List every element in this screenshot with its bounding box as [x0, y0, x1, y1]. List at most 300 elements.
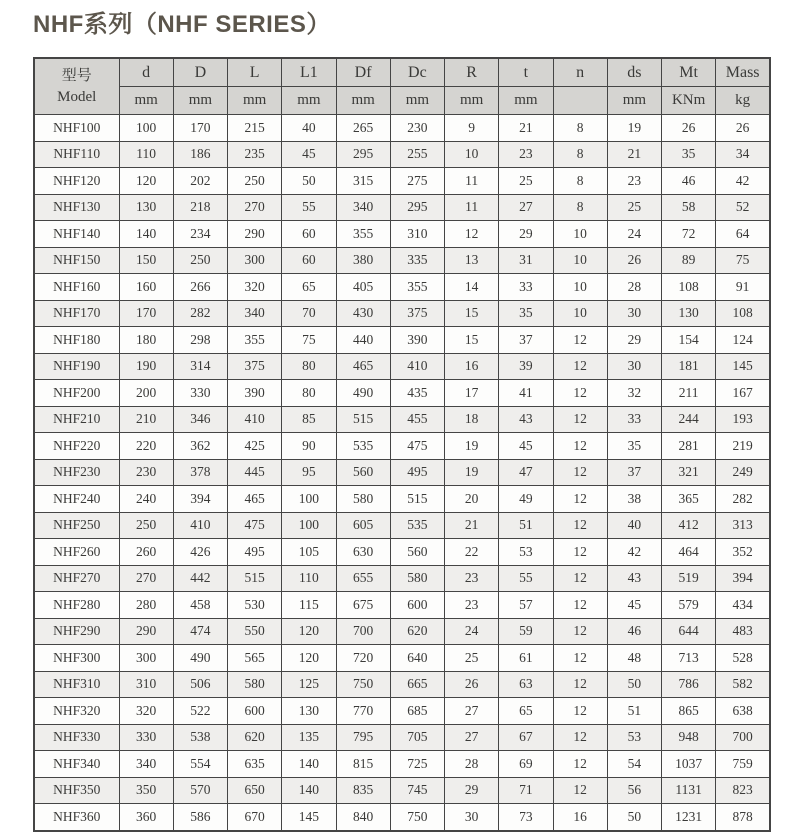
value-cell: 67: [499, 724, 553, 751]
value-cell: 635: [228, 751, 282, 778]
value-cell: 40: [607, 512, 661, 539]
value-cell: 745: [390, 777, 444, 804]
value-cell: 13: [445, 247, 499, 274]
value-cell: 23: [445, 592, 499, 619]
value-cell: 50: [282, 168, 336, 195]
model-cell: NHF320: [34, 698, 119, 725]
value-cell: 250: [119, 512, 173, 539]
value-cell: 12: [445, 221, 499, 248]
value-cell: 350: [119, 777, 173, 804]
value-cell: 630: [336, 539, 390, 566]
column-unit-r: mm: [445, 87, 499, 115]
value-cell: 375: [228, 353, 282, 380]
value-cell: 95: [282, 459, 336, 486]
value-cell: 8: [553, 141, 607, 168]
model-cell: NHF150: [34, 247, 119, 274]
table-row: [34, 380, 770, 407]
column-header-n: n: [553, 58, 607, 87]
model-cell: NHF250: [34, 512, 119, 539]
value-cell: 12: [553, 512, 607, 539]
value-cell: 33: [607, 406, 661, 433]
column-unit-ds: mm: [607, 87, 661, 115]
value-cell: 64: [716, 221, 770, 248]
value-cell: 18: [445, 406, 499, 433]
value-cell: 12: [553, 592, 607, 619]
value-cell: 181: [662, 353, 716, 380]
value-cell: 21: [445, 512, 499, 539]
table-row: [34, 751, 770, 778]
value-cell: 465: [336, 353, 390, 380]
value-cell: 298: [173, 327, 227, 354]
value-cell: 25: [607, 194, 661, 221]
value-cell: 215: [228, 115, 282, 142]
value-cell: 211: [662, 380, 716, 407]
value-cell: 1231: [662, 804, 716, 831]
value-cell: 352: [716, 539, 770, 566]
value-cell: 720: [336, 645, 390, 672]
value-cell: 42: [607, 539, 661, 566]
model-cell: NHF300: [34, 645, 119, 672]
value-cell: 340: [228, 300, 282, 327]
value-cell: 150: [119, 247, 173, 274]
value-cell: 12: [553, 565, 607, 592]
column-unit-mt: KNm: [662, 87, 716, 115]
value-cell: 440: [336, 327, 390, 354]
table-row: [34, 671, 770, 698]
value-cell: 230: [390, 115, 444, 142]
value-cell: 25: [499, 168, 553, 195]
value-cell: 12: [553, 671, 607, 698]
value-cell: 10: [445, 141, 499, 168]
value-cell: 29: [499, 221, 553, 248]
value-cell: 15: [445, 327, 499, 354]
column-unit-d: mm: [173, 87, 227, 115]
column-unit-d: mm: [119, 87, 173, 115]
value-cell: 31: [499, 247, 553, 274]
value-cell: 620: [390, 618, 444, 645]
model-cell: NHF240: [34, 486, 119, 513]
value-cell: 105: [282, 539, 336, 566]
value-cell: 120: [119, 168, 173, 195]
value-cell: 14: [445, 274, 499, 301]
value-cell: 670: [228, 804, 282, 831]
value-cell: 43: [607, 565, 661, 592]
value-cell: 815: [336, 751, 390, 778]
table-row: [34, 327, 770, 354]
value-cell: 528: [716, 645, 770, 672]
value-cell: 464: [662, 539, 716, 566]
value-cell: 130: [662, 300, 716, 327]
value-cell: 10: [553, 221, 607, 248]
value-cell: 19: [445, 459, 499, 486]
value-cell: 490: [336, 380, 390, 407]
value-cell: 770: [336, 698, 390, 725]
value-cell: 16: [553, 804, 607, 831]
value-cell: 445: [228, 459, 282, 486]
value-cell: 475: [390, 433, 444, 460]
table-row: [34, 539, 770, 566]
value-cell: 37: [607, 459, 661, 486]
value-cell: 51: [607, 698, 661, 725]
model-label-cn: 型号: [61, 68, 92, 85]
value-cell: 538: [173, 724, 227, 751]
value-cell: 26: [662, 115, 716, 142]
value-cell: 186: [173, 141, 227, 168]
value-cell: 640: [390, 645, 444, 672]
column-unit-dc: mm: [390, 87, 444, 115]
value-cell: 60: [282, 221, 336, 248]
value-cell: 46: [607, 618, 661, 645]
value-cell: 170: [119, 300, 173, 327]
value-cell: 200: [119, 380, 173, 407]
value-cell: 218: [173, 194, 227, 221]
model-cell: NHF280: [34, 592, 119, 619]
column-header-t: t: [499, 58, 553, 87]
column-unit-l1: mm: [282, 87, 336, 115]
value-cell: 515: [390, 486, 444, 513]
value-cell: 600: [390, 592, 444, 619]
value-cell: 260: [119, 539, 173, 566]
value-cell: 840: [336, 804, 390, 831]
value-cell: 190: [119, 353, 173, 380]
value-cell: 355: [336, 221, 390, 248]
value-cell: 685: [390, 698, 444, 725]
model-cell: NHF120: [34, 168, 119, 195]
column-header-ds: ds: [607, 58, 661, 87]
value-cell: 390: [390, 327, 444, 354]
column-header-dc: Dc: [390, 58, 444, 87]
value-cell: 579: [662, 592, 716, 619]
value-cell: 426: [173, 539, 227, 566]
value-cell: 12: [553, 353, 607, 380]
value-cell: 90: [282, 433, 336, 460]
value-cell: 565: [228, 645, 282, 672]
value-cell: 650: [228, 777, 282, 804]
value-cell: 375: [390, 300, 444, 327]
value-cell: 554: [173, 751, 227, 778]
value-cell: 394: [173, 486, 227, 513]
value-cell: 412: [662, 512, 716, 539]
column-unit-t: mm: [499, 87, 553, 115]
model-cell: NHF340: [34, 751, 119, 778]
column-header-mass: Mass: [716, 58, 770, 87]
model-cell: NHF310: [34, 671, 119, 698]
value-cell: 12: [553, 380, 607, 407]
value-cell: 586: [173, 804, 227, 831]
value-cell: 244: [662, 406, 716, 433]
value-cell: 39: [499, 353, 553, 380]
value-cell: 281: [662, 433, 716, 460]
value-cell: 12: [553, 433, 607, 460]
value-cell: 282: [716, 486, 770, 513]
value-cell: 250: [228, 168, 282, 195]
table-row: [34, 141, 770, 168]
value-cell: 10: [553, 274, 607, 301]
value-cell: 70: [282, 300, 336, 327]
table-row: [34, 247, 770, 274]
value-cell: 154: [662, 327, 716, 354]
value-cell: 310: [390, 221, 444, 248]
value-cell: 49: [499, 486, 553, 513]
value-cell: 483: [716, 618, 770, 645]
value-cell: 250: [173, 247, 227, 274]
value-cell: 23: [499, 141, 553, 168]
value-cell: 45: [499, 433, 553, 460]
value-cell: 108: [662, 274, 716, 301]
value-cell: 346: [173, 406, 227, 433]
value-cell: 28: [445, 751, 499, 778]
value-cell: 12: [553, 327, 607, 354]
value-cell: 644: [662, 618, 716, 645]
value-cell: 28: [607, 274, 661, 301]
value-cell: 47: [499, 459, 553, 486]
value-cell: 140: [119, 221, 173, 248]
value-cell: 335: [390, 247, 444, 274]
value-cell: 560: [336, 459, 390, 486]
value-cell: 315: [336, 168, 390, 195]
value-cell: 12: [553, 539, 607, 566]
table-row: [34, 804, 770, 831]
value-cell: 795: [336, 724, 390, 751]
value-cell: 25: [445, 645, 499, 672]
table-row: [34, 300, 770, 327]
value-cell: 313: [716, 512, 770, 539]
value-cell: 330: [119, 724, 173, 751]
value-cell: 12: [553, 777, 607, 804]
value-cell: 506: [173, 671, 227, 698]
value-cell: 270: [228, 194, 282, 221]
value-cell: 110: [119, 141, 173, 168]
table-row: [34, 274, 770, 301]
value-cell: 71: [499, 777, 553, 804]
value-cell: 35: [662, 141, 716, 168]
value-cell: 124: [716, 327, 770, 354]
value-cell: 295: [390, 194, 444, 221]
value-cell: 638: [716, 698, 770, 725]
table-row: [34, 698, 770, 725]
column-unit-l: mm: [228, 87, 282, 115]
value-cell: 43: [499, 406, 553, 433]
value-cell: 249: [716, 459, 770, 486]
value-cell: 519: [662, 565, 716, 592]
value-cell: 725: [390, 751, 444, 778]
value-cell: 120: [282, 618, 336, 645]
value-cell: 865: [662, 698, 716, 725]
value-cell: 290: [119, 618, 173, 645]
table-row: [34, 115, 770, 142]
value-cell: 50: [607, 671, 661, 698]
column-header-l: L: [228, 58, 282, 87]
value-cell: 19: [607, 115, 661, 142]
value-cell: 27: [499, 194, 553, 221]
value-cell: 48: [607, 645, 661, 672]
column-header-model: [34, 58, 119, 115]
model-cell: NHF130: [34, 194, 119, 221]
value-cell: 9: [445, 115, 499, 142]
value-cell: 46: [662, 168, 716, 195]
value-cell: 61: [499, 645, 553, 672]
value-cell: 52: [716, 194, 770, 221]
value-cell: 255: [390, 141, 444, 168]
value-cell: 675: [336, 592, 390, 619]
value-cell: 230: [119, 459, 173, 486]
value-cell: 202: [173, 168, 227, 195]
value-cell: 35: [607, 433, 661, 460]
value-cell: 948: [662, 724, 716, 751]
value-cell: 50: [607, 804, 661, 831]
table-row: [34, 194, 770, 221]
value-cell: 26: [716, 115, 770, 142]
value-cell: 515: [336, 406, 390, 433]
value-cell: 580: [228, 671, 282, 698]
value-cell: 30: [607, 353, 661, 380]
value-cell: 100: [282, 486, 336, 513]
value-cell: 665: [390, 671, 444, 698]
table-row: [34, 724, 770, 751]
value-cell: 108: [716, 300, 770, 327]
value-cell: 442: [173, 565, 227, 592]
value-cell: 700: [716, 724, 770, 751]
value-cell: 219: [716, 433, 770, 460]
value-cell: 300: [119, 645, 173, 672]
value-cell: 12: [553, 645, 607, 672]
value-cell: 20: [445, 486, 499, 513]
model-cell: NHF200: [34, 380, 119, 407]
value-cell: 535: [336, 433, 390, 460]
value-cell: 65: [499, 698, 553, 725]
value-cell: 60: [282, 247, 336, 274]
value-cell: 360: [119, 804, 173, 831]
value-cell: 167: [716, 380, 770, 407]
value-cell: 193: [716, 406, 770, 433]
value-cell: 45: [607, 592, 661, 619]
value-cell: 582: [716, 671, 770, 698]
value-cell: 320: [228, 274, 282, 301]
table-row: [34, 459, 770, 486]
value-cell: 823: [716, 777, 770, 804]
value-cell: 42: [716, 168, 770, 195]
value-cell: 270: [119, 565, 173, 592]
model-cell: NHF100: [34, 115, 119, 142]
model-cell: NHF270: [34, 565, 119, 592]
value-cell: 100: [282, 512, 336, 539]
value-cell: 8: [553, 115, 607, 142]
column-header-r: R: [445, 58, 499, 87]
value-cell: 30: [445, 804, 499, 831]
value-cell: 80: [282, 380, 336, 407]
value-cell: 51: [499, 512, 553, 539]
value-cell: 55: [282, 194, 336, 221]
value-cell: 878: [716, 804, 770, 831]
value-cell: 17: [445, 380, 499, 407]
table-row: [34, 406, 770, 433]
value-cell: 53: [499, 539, 553, 566]
value-cell: 65: [282, 274, 336, 301]
column-header-mt: Mt: [662, 58, 716, 87]
value-cell: 11: [445, 194, 499, 221]
value-cell: 45: [282, 141, 336, 168]
value-cell: 275: [390, 168, 444, 195]
value-cell: 37: [499, 327, 553, 354]
value-cell: 27: [445, 724, 499, 751]
model-cell: NHF180: [34, 327, 119, 354]
value-cell: 410: [390, 353, 444, 380]
value-cell: 69: [499, 751, 553, 778]
value-cell: 1131: [662, 777, 716, 804]
value-cell: 72: [662, 221, 716, 248]
value-cell: 295: [336, 141, 390, 168]
value-cell: 26: [607, 247, 661, 274]
model-cell: NHF230: [34, 459, 119, 486]
value-cell: 24: [607, 221, 661, 248]
model-cell: NHF170: [34, 300, 119, 327]
value-cell: 835: [336, 777, 390, 804]
value-cell: 580: [336, 486, 390, 513]
table-header: [34, 58, 770, 115]
value-cell: 600: [228, 698, 282, 725]
value-cell: 12: [553, 724, 607, 751]
value-cell: 300: [228, 247, 282, 274]
value-cell: 495: [390, 459, 444, 486]
value-cell: 235: [228, 141, 282, 168]
column-unit-df: mm: [336, 87, 390, 115]
model-cell: NHF260: [34, 539, 119, 566]
table-row: [34, 645, 770, 672]
column-header-df: Df: [336, 58, 390, 87]
value-cell: 41: [499, 380, 553, 407]
value-cell: 340: [336, 194, 390, 221]
model-cell: NHF290: [34, 618, 119, 645]
value-cell: 19: [445, 433, 499, 460]
value-cell: 210: [119, 406, 173, 433]
value-cell: 290: [228, 221, 282, 248]
model-cell: NHF140: [34, 221, 119, 248]
value-cell: 515: [228, 565, 282, 592]
value-cell: 535: [390, 512, 444, 539]
model-label-en: Model: [57, 88, 97, 105]
column-unit-n: [553, 87, 607, 115]
model-cell: NHF210: [34, 406, 119, 433]
model-cell: NHF220: [34, 433, 119, 460]
value-cell: 620: [228, 724, 282, 751]
value-cell: 380: [336, 247, 390, 274]
value-cell: 100: [119, 115, 173, 142]
table-row: [34, 592, 770, 619]
value-cell: 786: [662, 671, 716, 698]
value-cell: 455: [390, 406, 444, 433]
value-cell: 220: [119, 433, 173, 460]
table-row: [34, 168, 770, 195]
value-cell: 33: [499, 274, 553, 301]
value-cell: 530: [228, 592, 282, 619]
value-cell: 170: [173, 115, 227, 142]
value-cell: 410: [173, 512, 227, 539]
value-cell: 56: [607, 777, 661, 804]
table-row: [34, 221, 770, 248]
value-cell: 58: [662, 194, 716, 221]
value-cell: 282: [173, 300, 227, 327]
value-cell: 30: [607, 300, 661, 327]
value-cell: 750: [336, 671, 390, 698]
table-row: [34, 618, 770, 645]
value-cell: 11: [445, 168, 499, 195]
value-cell: 700: [336, 618, 390, 645]
value-cell: 495: [228, 539, 282, 566]
value-cell: 12: [553, 486, 607, 513]
value-cell: 405: [336, 274, 390, 301]
column-unit-mass: kg: [716, 87, 770, 115]
value-cell: 29: [445, 777, 499, 804]
